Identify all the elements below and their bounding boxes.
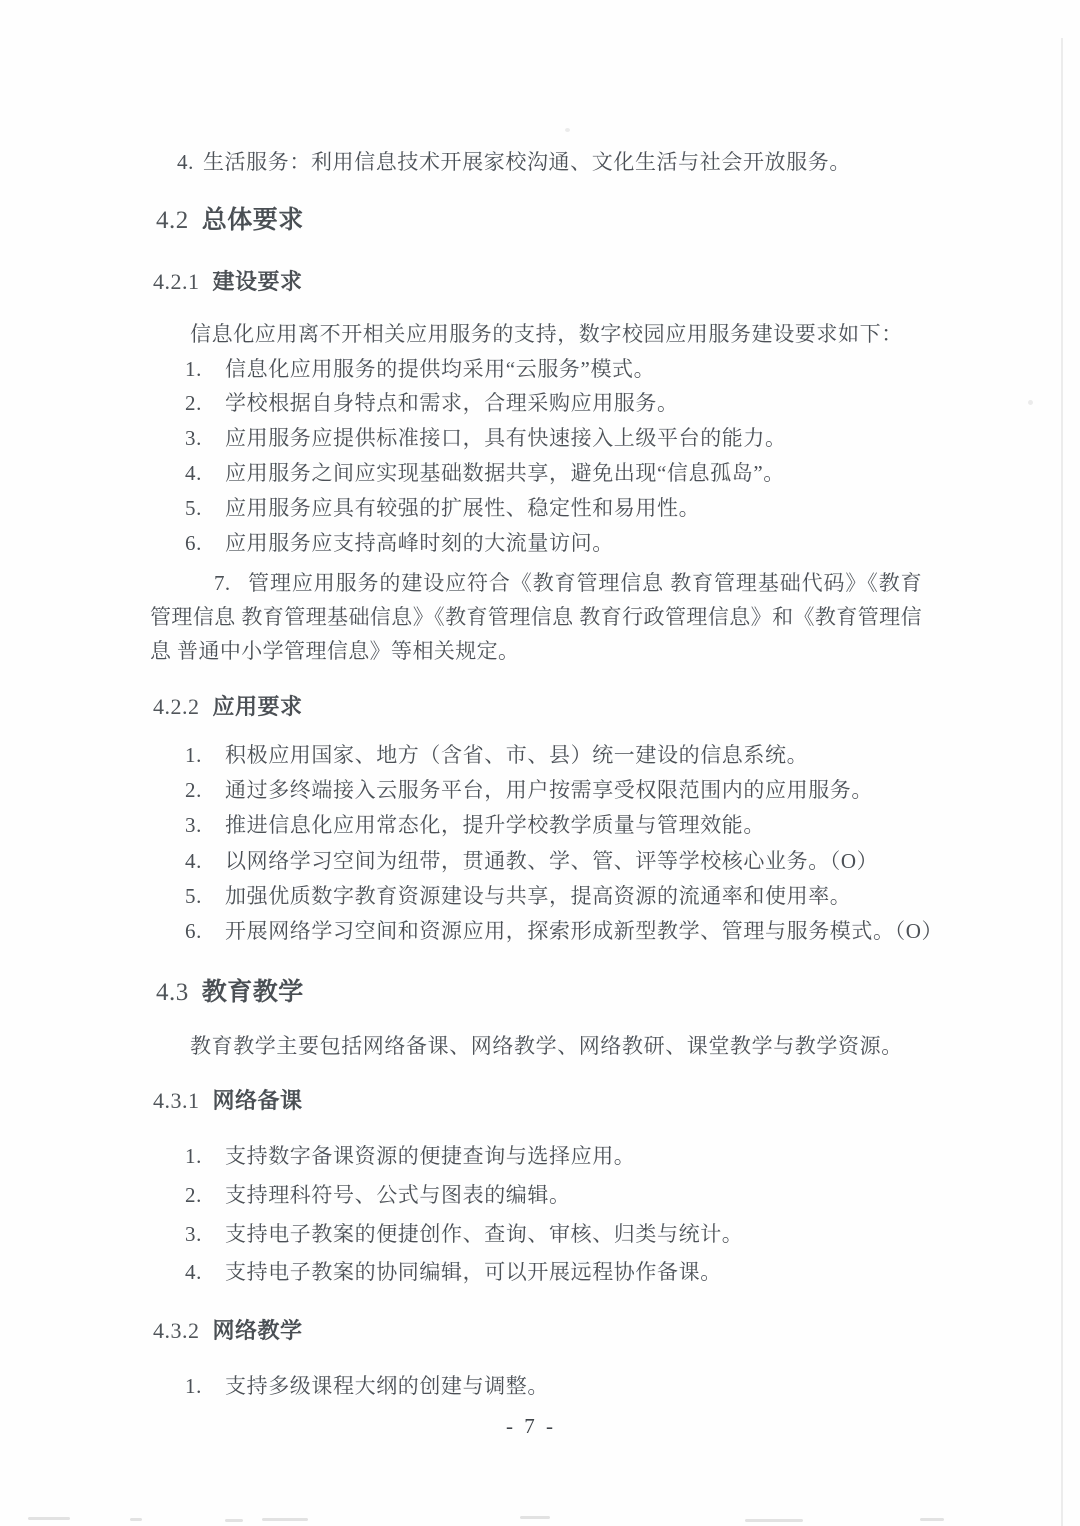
scan-edge-line: [1061, 38, 1063, 1526]
list-item: [185, 743, 808, 768]
item-text: 应用服务应支持高峰时刻的大流量访问。: [225, 531, 614, 555]
list-item: [185, 813, 765, 838]
list-item: [185, 461, 785, 486]
item-number: 2.: [185, 391, 202, 415]
item-text: 应用服务应提供标准接口，具有快速接入上级平台的能力。: [225, 426, 787, 450]
lead-item-number: 4.: [177, 150, 194, 174]
item-text: 通过多终端接入云服务平台，用户按需享受权限范围内的应用服务。: [225, 778, 873, 802]
item-text: 开展网络学习空间和资源应用，探索形成新型教学、管理与服务模式。（O）: [225, 919, 944, 943]
section-number: 4.3.2: [153, 1318, 200, 1343]
item-text: 以网络学习空间为纽带，贯通教、学、管、评等学校核心业务。（O）: [225, 849, 879, 873]
item-number: 1.: [185, 743, 202, 767]
item-number: 2.: [185, 778, 202, 802]
list-item: [185, 1260, 722, 1285]
page-number: - 7 -: [506, 1414, 556, 1438]
section-number: 4.3.1: [153, 1088, 200, 1113]
list-item: [185, 1183, 571, 1208]
list-item: [185, 1374, 549, 1399]
list-item: [185, 357, 655, 382]
item-text: 加强优质数字教育资源建设与共享，提高资源的流通率和使用率。: [225, 884, 852, 908]
list-item: [185, 496, 700, 521]
item-text: 信息化应用服务的提供均采用“云服务”模式。: [225, 357, 656, 381]
list-item: [185, 778, 873, 803]
item-number: 5.: [185, 884, 202, 908]
item-text: 支持理科符号、公式与图表的编辑。: [225, 1183, 571, 1207]
item-number: 4.: [185, 1260, 202, 1284]
item-number: 2.: [185, 1183, 202, 1207]
lead-item-text: 生活服务：利用信息技术开展家校沟通、文化生活与社会开放服务。: [202, 150, 851, 174]
item-number: 3.: [185, 813, 202, 837]
section-heading-4-3: [156, 972, 304, 1008]
item-text: 支持电子教案的协同编辑，可以开展远程协作备课。: [225, 1260, 722, 1284]
section-number: 4.2.2: [153, 694, 200, 719]
lead-list-item: [177, 150, 851, 175]
item-number: 3.: [185, 1222, 202, 1246]
item-number: 6.: [185, 531, 202, 555]
item-number: 5.: [185, 496, 202, 520]
scan-smudge: [130, 1518, 142, 1521]
section-heading-4-2-2: [153, 690, 303, 721]
item-text: 支持数字备课资源的便捷查询与选择应用。: [225, 1144, 636, 1168]
item-number: 1.: [185, 1374, 202, 1398]
item-text: 支持多级课程大纲的创建与调整。: [225, 1374, 549, 1398]
list-item: [185, 1222, 743, 1247]
section-number: 4.2.1: [153, 269, 200, 294]
section-title: 网络教学: [212, 1318, 303, 1343]
item-text: 支持电子教案的便捷创作、查询、审核、归类与统计。: [225, 1222, 744, 1246]
section-heading-4-3-1: [153, 1084, 303, 1115]
section-heading-4-2: [156, 200, 304, 236]
section-title: 总体要求: [201, 206, 304, 234]
scan-smudge: [745, 1519, 803, 1522]
item-number: 4.: [185, 849, 202, 873]
item-number: 3.: [185, 426, 202, 450]
item-text: 应用服务应具有较强的扩展性、稳定性和易用性。: [225, 496, 701, 520]
scan-smudge: [920, 1518, 944, 1521]
scan-speck: [565, 128, 570, 132]
list-item: [185, 849, 878, 874]
list-item: [185, 531, 614, 556]
item-text: 管理应用服务的建设应符合《教育管理信息 教育管理基础代码》《教育管理信息 教育管理基础信息》《教育管理信息 教育行政管理信息》和《教育管理信息 普通中小学管理信息》等相关规定。: [150, 571, 922, 663]
section-number: 4.3: [156, 979, 189, 1006]
section-title: 网络备课: [212, 1088, 303, 1113]
list-item: [185, 426, 787, 451]
paragraph-intro-4-2-1: 信息化应用离不开相关应用服务的支持，数字校园应用服务建设要求如下：: [190, 322, 903, 346]
item-text: 学校根据自身特点和需求，合理采购应用服务。: [225, 391, 679, 415]
list-item: [185, 391, 679, 416]
section-title: 教育教学: [201, 978, 304, 1006]
item-number: 1.: [185, 357, 202, 381]
section-title: 应用要求: [212, 694, 303, 719]
item-number: 7.: [214, 571, 231, 595]
scan-smudge: [225, 1519, 243, 1522]
item-number: 6.: [185, 919, 202, 943]
list-item: [185, 884, 851, 909]
section-number: 4.2: [156, 207, 189, 234]
section-heading-4-2-1: [153, 265, 303, 296]
list-item: [185, 1144, 635, 1169]
list-item-wrapping: [150, 566, 922, 668]
list-item: [185, 919, 943, 944]
item-text: 应用服务之间应实现基础数据共享，避免出现“信息孤岛”。: [225, 461, 785, 485]
scan-speck: [1028, 400, 1033, 405]
item-number: 4.: [185, 461, 202, 485]
paragraph-intro-4-3: 教育教学主要包括网络备课、网络教学、网络教研、课堂教学与教学资源。: [190, 1034, 903, 1058]
item-number: 1.: [185, 1144, 202, 1168]
scan-smudge: [520, 1516, 550, 1519]
item-text: 推进信息化应用常态化，提升学校教学质量与管理效能。: [225, 813, 765, 837]
scan-smudge: [262, 1518, 308, 1521]
item-text: 积极应用国家、地方（含省、市、县）统一建设的信息系统。: [225, 743, 809, 767]
section-title: 建设要求: [212, 269, 303, 294]
section-heading-4-3-2: [153, 1314, 303, 1345]
scan-smudge: [28, 1517, 70, 1520]
